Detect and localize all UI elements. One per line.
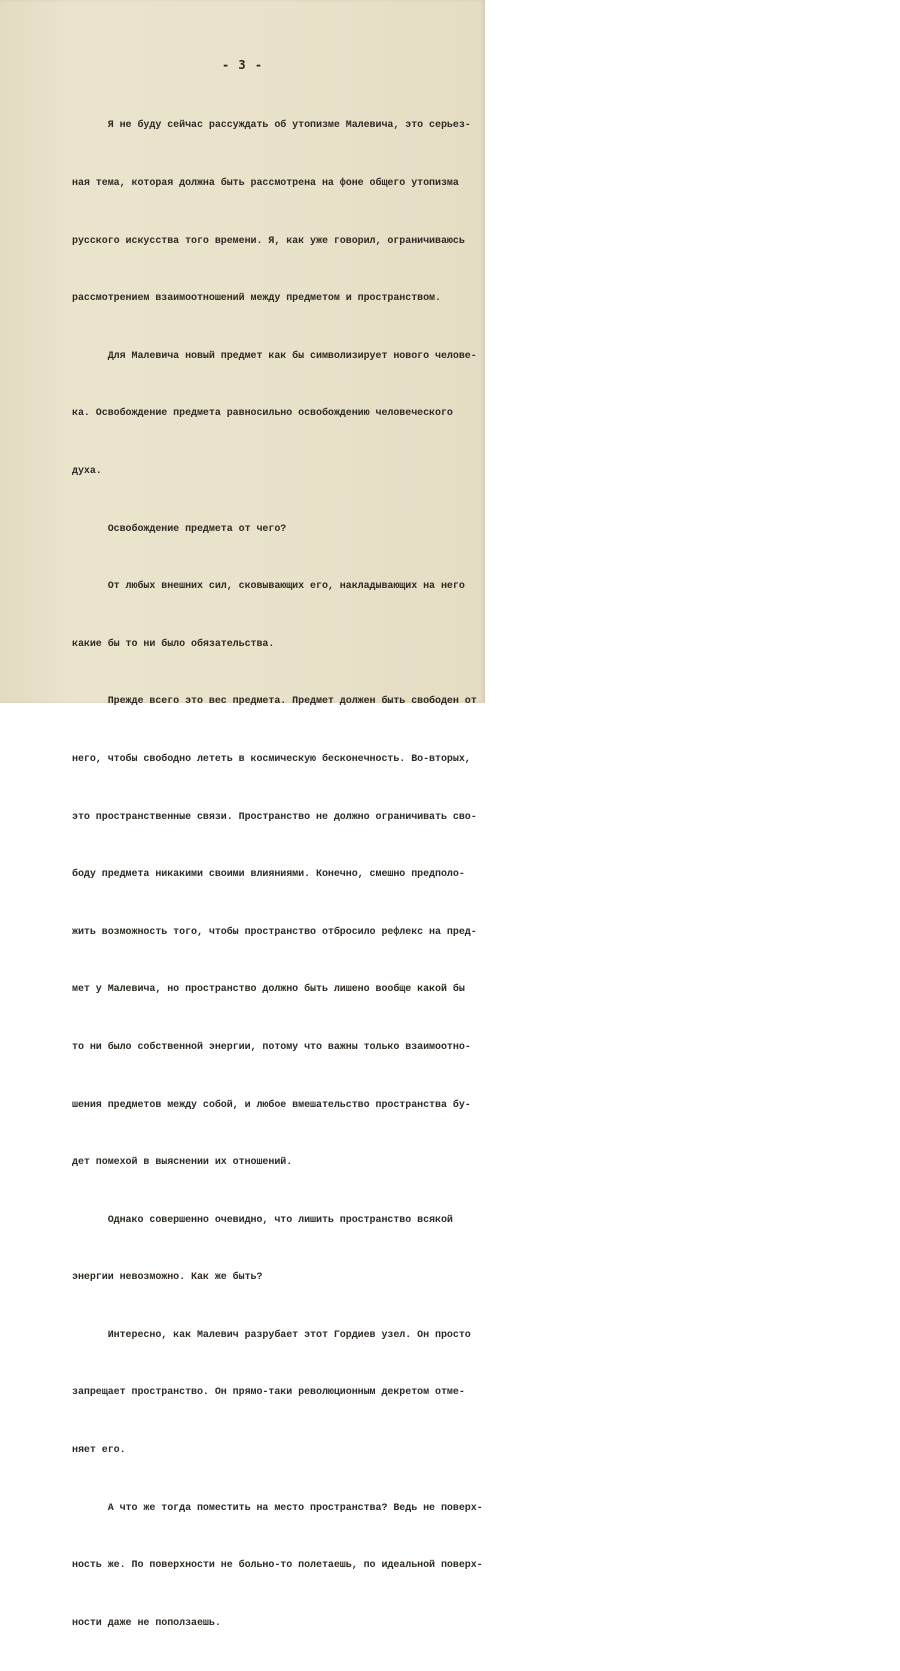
text-line: это пространственные связи. Пространство не должно ограничивать сво- xyxy=(72,811,477,823)
text-line: энергии невозможно. Как же быть? xyxy=(72,1272,263,1284)
text-line: запрещает пространство. Он прямо-таки революционным декретом отме- xyxy=(72,1387,465,1399)
text-line: шения предметов между собой, и любое вмешательство пространства бу- xyxy=(72,1099,471,1111)
text-line: русского искусства того времени. Я, как уже говорил, ограничиваюсь xyxy=(72,235,465,247)
text-line: Я не буду сейчас рассуждать об утопизме Малевича, это серьез- xyxy=(72,120,471,132)
page-number: - 3 - xyxy=(221,58,264,72)
text-line: Интересно, как Малевич разрубает этот Гордиев узел. Он просто xyxy=(72,1329,471,1341)
body-text xyxy=(72,78,492,1671)
text-line: дет помехой в выяснении их отношений. xyxy=(72,1157,293,1169)
text-line: Освобождение предмета от чего? xyxy=(72,523,287,535)
text-line: Прежде всего это вес предмета. Предмет должен быть свободен от xyxy=(72,696,477,708)
text-line: него, чтобы свободно лететь в космическую бесконечность. Во-вторых, xyxy=(72,753,471,765)
text-line: ности даже не поползаешь. xyxy=(72,1617,221,1629)
text-line: рассмотрением взаимоотношений между предметом и пространством. xyxy=(72,293,441,305)
text-line: какие бы то ни было обязательства. xyxy=(72,638,275,650)
text-line: Для Малевича новый предмет как бы символизирует нового челове- xyxy=(72,350,477,362)
text-line: ка. Освобождение предмета равносильно освобождению человеческого xyxy=(72,408,453,420)
text-line: боду предмета никакими своими влияниями. Конечно, смешно предполо- xyxy=(72,869,465,881)
text-line: мет у Малевича, но пространство должно быть лишено вообще какой бы xyxy=(72,984,465,996)
text-line: жить возможность того, чтобы пространство отбросило рефлекс на пред- xyxy=(72,926,477,938)
text-line: духа. xyxy=(72,465,102,477)
text-line: няет его. xyxy=(72,1445,126,1457)
text-line: Однако совершенно очевидно, что лишить пространство всякой xyxy=(72,1214,453,1226)
text-line: А что же тогда поместить на место пространства? Ведь не поверх- xyxy=(72,1502,483,1514)
text-line: От любых внешних сил, сковывающих его, накладывающих на него xyxy=(72,581,465,593)
text-line: ная тема, которая должна быть рассмотрена на фоне общего утопизма xyxy=(72,178,459,189)
text-line: ность же. По поверхности не больно-то полетаешь, по идеальной поверх- xyxy=(72,1560,483,1572)
text-line: то ни было собственной энергии, потому что важны только взаимоотно- xyxy=(72,1041,471,1053)
